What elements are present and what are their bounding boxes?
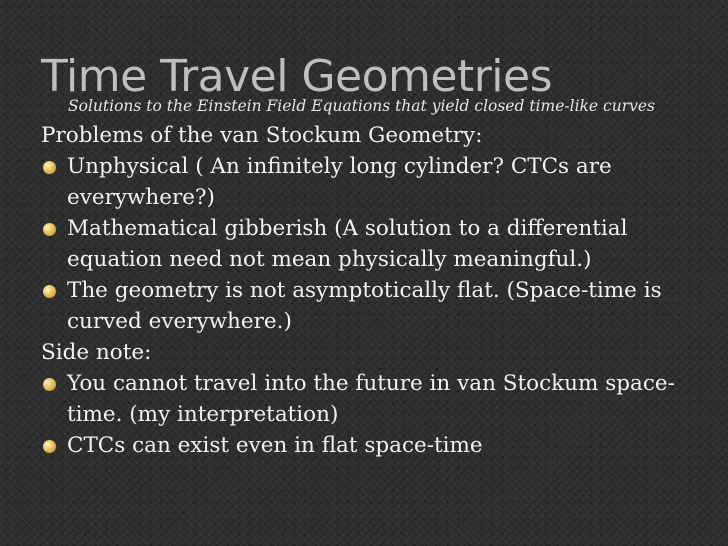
bullet-icon (43, 378, 56, 391)
bullet-item (41, 368, 701, 430)
bullet-text: The geometry is not asymptotically flat. (Space-time is curved everywhere.) (67, 278, 662, 334)
bullet-icon (43, 285, 56, 298)
section-heading-problems: Problems of the van Stockum Geometry: (41, 123, 483, 148)
bullet-icon (43, 440, 56, 453)
bullet-text: Mathematical gibberish (A solution to a differential equation need not mean physically meaningful.) (67, 216, 628, 272)
slide-body (41, 120, 701, 461)
slide-subtitle: Solutions to the Einstein Field Equations that yield closed time-like curves (68, 97, 655, 115)
bullet-item (41, 430, 701, 461)
section-heading-side-note: Side note: (41, 340, 152, 365)
slide-title: Time Travel Geometries (41, 51, 553, 102)
bullet-text: CTCs can exist even in flat space-time (67, 433, 483, 458)
bullet-item (41, 213, 701, 275)
bullet-item (41, 275, 701, 337)
bullet-text: Unphysical ( An infinitely long cylinder? CTCs are everywhere?) (67, 154, 612, 210)
bullet-text: You cannot travel into the future in van Stockum space-time. (my interpretation) (67, 371, 675, 427)
bullet-icon (43, 161, 56, 174)
bullet-item (41, 151, 701, 213)
bullet-icon (43, 223, 56, 236)
